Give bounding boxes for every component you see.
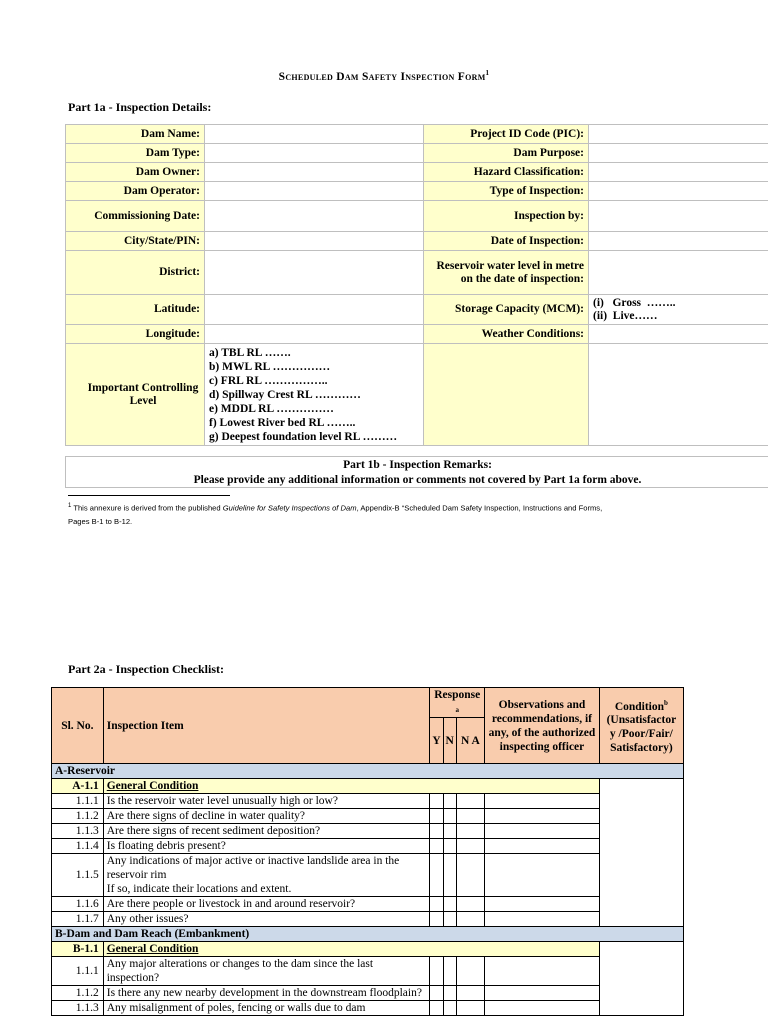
subsection-row: [52, 942, 684, 957]
response-n-cell[interactable]: [443, 824, 456, 839]
level-item: a) TBL RL …….: [209, 346, 291, 359]
project-id-label: Project ID Code (PIC):: [424, 125, 589, 144]
response-y-cell[interactable]: [430, 809, 443, 824]
section-title: B-Dam and Dam Reach (Embankment): [52, 927, 684, 942]
longitude-field[interactable]: [205, 325, 424, 344]
response-na-cell[interactable]: [456, 839, 484, 854]
inspection-by-field[interactable]: [589, 201, 768, 232]
item-number: 1.1.6: [52, 897, 104, 912]
table-row: [52, 809, 684, 824]
district-label: District:: [66, 251, 205, 295]
response-na-cell[interactable]: [456, 986, 484, 1001]
city-field[interactable]: [205, 232, 424, 251]
response-n-cell[interactable]: [443, 839, 456, 854]
observations-cell[interactable]: [485, 824, 600, 839]
col-response-na: N A: [456, 718, 484, 764]
level-item: g) Deepest foundation level RL ………: [209, 430, 398, 443]
col-inspection-item: Inspection Item: [103, 688, 430, 764]
observations-cell[interactable]: [485, 897, 600, 912]
response-n-cell[interactable]: [443, 854, 456, 897]
item-text: Is floating debris present?: [103, 839, 430, 854]
subsection-code: B-1.1: [52, 942, 104, 957]
item-text: Any major alterations or changes to the dam since the last inspection?: [103, 957, 430, 986]
dam-purpose-label: Dam Purpose:: [424, 144, 589, 163]
city-label: City/State/PIN:: [66, 232, 205, 251]
part1b-heading: Part 1b - Inspection Remarks:: [343, 459, 492, 471]
table-row: [52, 824, 684, 839]
response-n-cell[interactable]: [443, 1001, 456, 1016]
condition-cell[interactable]: [599, 779, 683, 927]
response-na-cell[interactable]: [456, 912, 484, 927]
inspection-type-field[interactable]: [589, 182, 768, 201]
table-row: [52, 912, 684, 927]
response-na-cell[interactable]: [456, 1001, 484, 1016]
item-text: Any indications of major active or inactive landslide area in the reservoir rim If so, indicate their locations and extent.: [103, 854, 430, 897]
part2a-heading: Part 2a - Inspection Checklist:: [68, 662, 224, 676]
controlling-level-list[interactable]: [205, 344, 424, 446]
inspection-date-field[interactable]: [589, 232, 768, 251]
item-text: Are there signs of decline in water quality?: [103, 809, 430, 824]
inspection-date-label: Date of Inspection:: [424, 232, 589, 251]
hazard-label: Hazard Classification:: [424, 163, 589, 182]
level-item: f) Lowest River bed RL ……..: [209, 416, 356, 429]
item-number: 1.1.7: [52, 912, 104, 927]
table-row: [52, 986, 684, 1001]
level-item: e) MDDL RL ……………: [209, 402, 334, 415]
item-text: Any misalignment of poles, fencing or walls due to dam: [103, 1001, 430, 1016]
subsection-title: General Condition: [103, 942, 599, 957]
observations-cell[interactable]: [485, 1001, 600, 1016]
dam-type-label: Dam Type:: [66, 144, 205, 163]
item-number: 1.1.3: [52, 824, 104, 839]
response-na-cell[interactable]: [456, 854, 484, 897]
section-row: [52, 764, 684, 779]
col-response-n: N: [443, 718, 456, 764]
observations-cell[interactable]: [485, 809, 600, 824]
item-number: 1.1.3: [52, 1001, 104, 1016]
subsection-code: A-1.1: [52, 779, 104, 794]
latitude-field[interactable]: [205, 295, 424, 325]
response-y-cell[interactable]: [430, 957, 443, 986]
table-row: [52, 897, 684, 912]
response-na-cell[interactable]: [456, 809, 484, 824]
dam-operator-field[interactable]: [205, 182, 424, 201]
blank-label-cell: [424, 344, 589, 446]
weather-field[interactable]: [589, 325, 768, 344]
dam-name-field[interactable]: [205, 125, 424, 144]
level-item: d) Spillway Crest RL …………: [209, 388, 361, 401]
reservoir-level-field[interactable]: [589, 251, 768, 295]
table-row: [52, 854, 684, 897]
table-row: [52, 957, 684, 986]
response-na-cell[interactable]: [456, 794, 484, 809]
col-response: Response a: [430, 688, 485, 718]
part1a-heading: Part 1a - Inspection Details:: [68, 100, 212, 114]
observations-cell[interactable]: [485, 854, 600, 897]
table-row: [52, 794, 684, 809]
inspection-checklist-table: [51, 687, 684, 1016]
item-number: 1.1.4: [52, 839, 104, 854]
subsection-title: General Condition: [103, 779, 599, 794]
commissioning-date-label: Commissioning Date:: [66, 201, 205, 232]
subsection-row: [52, 779, 684, 794]
response-y-cell[interactable]: [430, 839, 443, 854]
table-row: [52, 839, 684, 854]
col-sl-no: Sl. No.: [52, 688, 104, 764]
inspection-type-label: Type of Inspection:: [424, 182, 589, 201]
district-field[interactable]: [205, 251, 424, 295]
condition-cell[interactable]: [599, 942, 683, 1016]
section-title: A-Reservoir: [52, 764, 684, 779]
form-title: Scheduled Dam Safety Inspection Form$^1$: [278, 69, 490, 83]
item-text: Are there people or livestock in and around reservoir?: [103, 897, 430, 912]
inspection-by-label: Inspection by:: [424, 201, 589, 232]
item-number: 1.1.1: [52, 794, 104, 809]
response-n-cell[interactable]: [443, 794, 456, 809]
dam-name-label: Dam Name:: [66, 125, 205, 144]
item-number: 1.1.1: [52, 957, 104, 986]
dam-operator-label: Dam Operator:: [66, 182, 205, 201]
level-item: c) FRL RL ……………..: [209, 374, 328, 387]
response-y-cell[interactable]: [430, 1001, 443, 1016]
observations-cell[interactable]: [485, 957, 600, 986]
item-text: Are there signs of recent sediment deposition?: [103, 824, 430, 839]
table-row: [52, 1001, 684, 1016]
col-condition: Condition$^b$ (Unsatisfactor y /Poor/Fair/ Satisfactory): [599, 688, 683, 764]
response-na-cell[interactable]: [456, 824, 484, 839]
footnote-rule: [68, 495, 230, 496]
dam-owner-label: Dam Owner:: [66, 163, 205, 182]
response-y-cell[interactable]: [430, 912, 443, 927]
section-row: [52, 927, 684, 942]
footnote: $^1$ This annexure is derived from the published Guideline for Safety Inspections of Dam, Appendix-B “Scheduled Dam Safety Inspection, Instructions and Forms, Pages B-1 to B-12.: [68, 503, 603, 526]
response-y-cell[interactable]: [430, 897, 443, 912]
response-na-cell[interactable]: [456, 957, 484, 986]
response-na-cell[interactable]: [456, 897, 484, 912]
storage-gross: (i) Gross ……..: [593, 296, 676, 309]
weather-label: Weather Conditions:: [424, 325, 589, 344]
storage-capacity-label: Storage Capacity (MCM):: [424, 295, 589, 325]
storage-capacity-field[interactable]: [589, 295, 768, 325]
response-n-cell[interactable]: [443, 912, 456, 927]
hazard-field[interactable]: [589, 163, 768, 182]
dam-type-field[interactable]: [205, 144, 424, 163]
item-number: 1.1.2: [52, 809, 104, 824]
storage-live: (ii) Live……: [593, 309, 658, 322]
response-y-cell[interactable]: [430, 824, 443, 839]
project-id-field[interactable]: [589, 125, 768, 144]
observations-cell[interactable]: [485, 912, 600, 927]
part1b-remarks-box[interactable]: [65, 456, 768, 488]
blank-value-cell[interactable]: [589, 344, 768, 446]
item-text: Is the reservoir water level unusually high or low?: [103, 794, 430, 809]
observations-cell[interactable]: [485, 986, 600, 1001]
response-y-cell[interactable]: [430, 794, 443, 809]
inspection-details-table: [65, 124, 768, 446]
response-y-cell[interactable]: [430, 854, 443, 897]
item-text: Is there any new nearby development in the downstream floodplain?: [103, 986, 430, 1001]
col-response-y: Y: [430, 718, 443, 764]
dam-owner-field[interactable]: [205, 163, 424, 182]
commissioning-date-field[interactable]: [205, 201, 424, 232]
observations-cell[interactable]: [485, 794, 600, 809]
response-n-cell[interactable]: [443, 986, 456, 1001]
item-number: 1.1.2: [52, 986, 104, 1001]
controlling-level-label: Important Controlling Level: [66, 344, 205, 446]
item-number: 1.1.5: [52, 854, 104, 897]
col-observations: Observations and recommendations, if any, of the authorized inspecting officer: [485, 688, 600, 764]
level-item: b) MWL RL ……………: [209, 360, 331, 373]
dam-purpose-field[interactable]: [589, 144, 768, 163]
longitude-label: Longitude:: [66, 325, 205, 344]
response-n-cell[interactable]: [443, 897, 456, 912]
response-n-cell[interactable]: [443, 957, 456, 986]
part1b-instruction: Please provide any additional information or comments not covered by Part 1a form above.: [193, 474, 642, 486]
response-n-cell[interactable]: [443, 809, 456, 824]
item-text: Any other issues?: [103, 912, 430, 927]
latitude-label: Latitude:: [66, 295, 205, 325]
response-y-cell[interactable]: [430, 986, 443, 1001]
reservoir-level-label: Reservoir water level in metre on the date of inspection:: [424, 251, 589, 295]
observations-cell[interactable]: [485, 839, 600, 854]
